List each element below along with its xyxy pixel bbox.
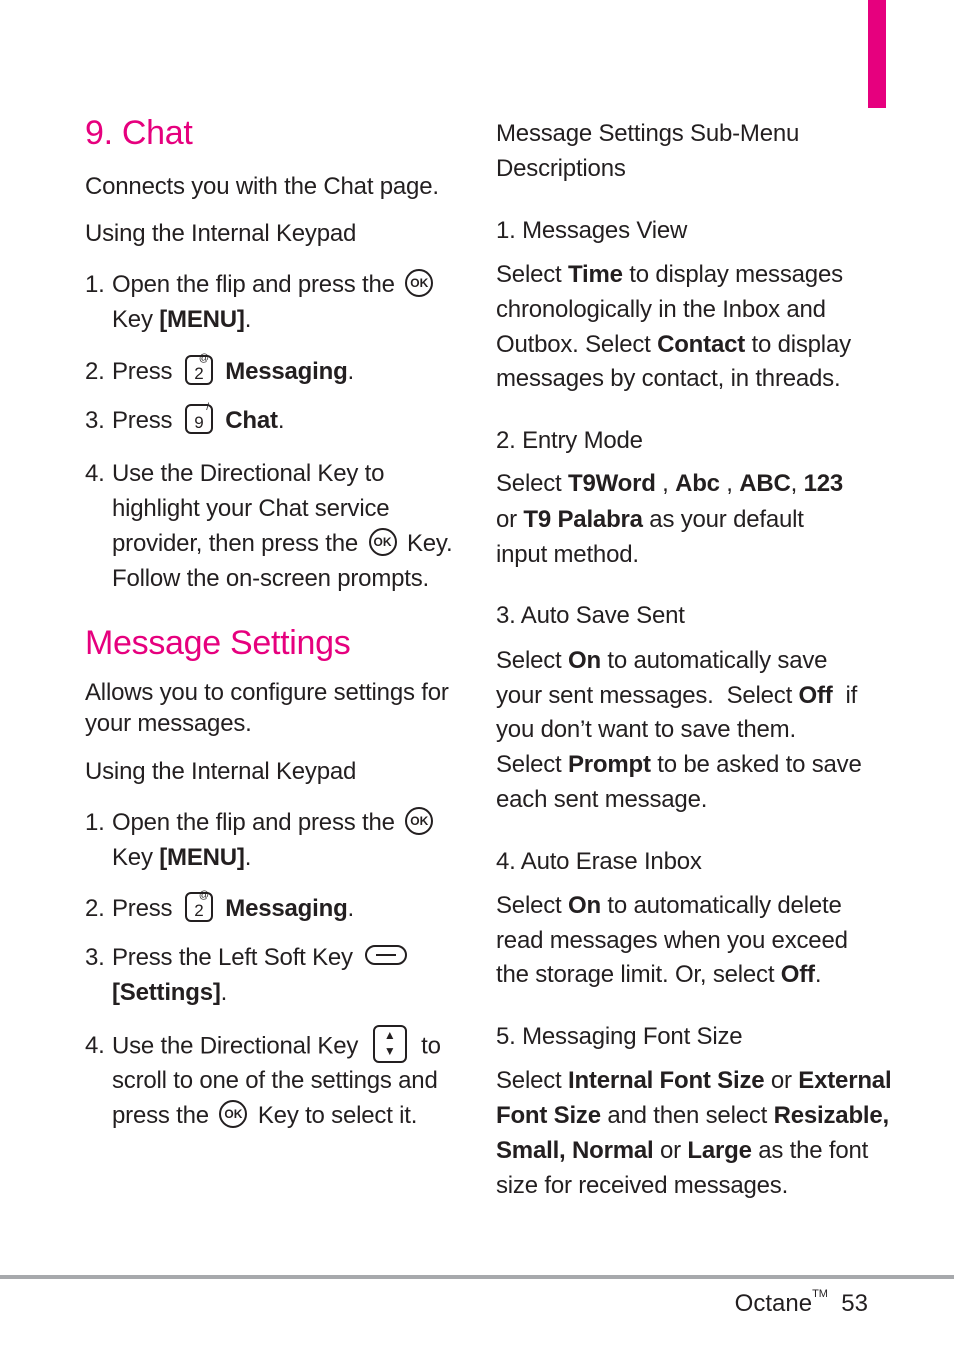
settings-step-4-line2: scroll to one of the settings and	[112, 1067, 438, 1094]
chat-label: Chat	[225, 407, 278, 434]
chat-step-4: 4. Use the Directional Key to	[85, 460, 385, 487]
settings-intro-line1: Allows you to configure settings for	[85, 679, 449, 706]
settings-step-1-line2: Key [MENU].	[112, 844, 252, 871]
chat-step-1-line2: Key [MENU].	[112, 306, 252, 333]
messaging-font-size-line4: size for received messages.	[496, 1172, 789, 1199]
key-9-icon: 9 /	[185, 404, 213, 434]
settings-step-4: 4. Use the Directional Key ▲ ▼ to	[85, 1028, 441, 1066]
messages-view-title: 1. Messages View	[496, 217, 688, 244]
footer-rule	[0, 1275, 954, 1279]
messages-view-line2: chronologically in the Inbox and	[496, 296, 826, 323]
auto-save-sent-line4: Select Prompt to be asked to save	[496, 751, 862, 778]
entry-mode-line1: Select T9Word , Abc , ABC, 123	[496, 470, 844, 497]
submenu-heading-line2: Descriptions	[496, 155, 626, 182]
chat-step-4-line4: Follow the on-screen prompts.	[112, 565, 430, 592]
auto-erase-inbox-line3: the storage limit. Or, select Off.	[496, 961, 822, 988]
chat-step-4-line3: provider, then press the OK Key.	[85, 526, 452, 561]
messaging-label: Messaging	[225, 895, 348, 922]
messaging-font-size-title: 5. Messaging Font Size	[496, 1023, 743, 1050]
left-soft-key-icon	[365, 945, 407, 965]
settings-step-2: 2. Press 2 @ Messaging.	[85, 889, 354, 922]
messaging-font-size-line1: Select Internal Font Size or External	[496, 1067, 892, 1094]
page-footer	[735, 1290, 868, 1318]
page-number: 53	[841, 1290, 868, 1317]
key-2-icon: 2 @	[185, 892, 213, 922]
settings-step-3: 3. Press the Left Soft Key	[85, 940, 413, 975]
ok-key-icon: OK	[219, 1100, 247, 1128]
messages-view-line4: messages by contact, in threads.	[496, 365, 841, 392]
auto-erase-inbox-line1: Select On to automatically delete	[496, 892, 842, 919]
settings-step-4-line3: press the OK Key to select it.	[85, 1098, 417, 1133]
settings-step-3-line2: [Settings].	[112, 979, 228, 1006]
entry-mode-line2: or T9 Palabra as your default	[496, 506, 804, 533]
chat-subhead: Using the Internal Keypad	[85, 220, 357, 247]
auto-save-sent-line5: each sent message.	[496, 786, 708, 813]
chat-step-2: 2. Press 2 @ Messaging.	[85, 352, 354, 385]
menu-label: [MENU]	[159, 844, 245, 871]
entry-mode-title: 2. Entry Mode	[496, 427, 643, 454]
chat-step-1: 1. Open the flip and press the OK	[85, 267, 437, 302]
chat-intro: Connects you with the Chat page.	[85, 173, 439, 200]
auto-erase-inbox-title: 4. Auto Erase Inbox	[496, 848, 702, 875]
step-number: 1.	[85, 271, 105, 298]
auto-save-sent-title: 3. Auto Save Sent	[496, 602, 685, 629]
product-name: Octane	[734, 1290, 813, 1317]
auto-save-sent-line2: your sent messages. Select Off if	[496, 682, 858, 709]
messages-view-line1: Select Time to display messages	[496, 261, 843, 288]
chat-step-4-line2: highlight your Chat service	[112, 495, 390, 522]
auto-save-sent-line1: Select On to automatically save	[496, 647, 828, 674]
messages-view-line3: Outbox. Select Contact to display	[496, 331, 851, 358]
key-2-icon: 2 @	[185, 355, 213, 385]
trademark: TM	[812, 1288, 828, 1300]
entry-mode-line3: input method.	[496, 541, 639, 568]
message-settings-title: Message Settings	[85, 624, 351, 662]
ok-key-icon: OK	[405, 807, 433, 835]
directional-key-icon: ▲ ▼	[373, 1025, 407, 1063]
section-tab-marker	[868, 0, 886, 108]
messaging-font-size-line2: Font Size and then select Resizable,	[496, 1102, 889, 1129]
auto-save-sent-line3: you don’t want to save them.	[496, 716, 796, 743]
messaging-label: Messaging	[225, 358, 348, 385]
messaging-font-size-line3: Small, Normal or Large as the font	[496, 1137, 869, 1164]
auto-erase-inbox-line2: read messages when you exceed	[496, 927, 848, 954]
settings-label: [Settings]	[112, 979, 221, 1006]
ok-key-icon: OK	[369, 528, 397, 556]
settings-intro-line2: your messages.	[85, 710, 252, 737]
settings-subhead: Using the Internal Keypad	[85, 758, 357, 785]
settings-step-1: 1. Open the flip and press the OK	[85, 805, 437, 840]
ok-key-icon: OK	[405, 269, 433, 297]
submenu-heading-line1: Message Settings Sub-Menu	[496, 120, 800, 147]
menu-label: [MENU]	[159, 306, 245, 333]
chat-title: 9. Chat	[85, 114, 193, 152]
chat-step-3: 3. Press 9 / Chat.	[85, 401, 285, 434]
